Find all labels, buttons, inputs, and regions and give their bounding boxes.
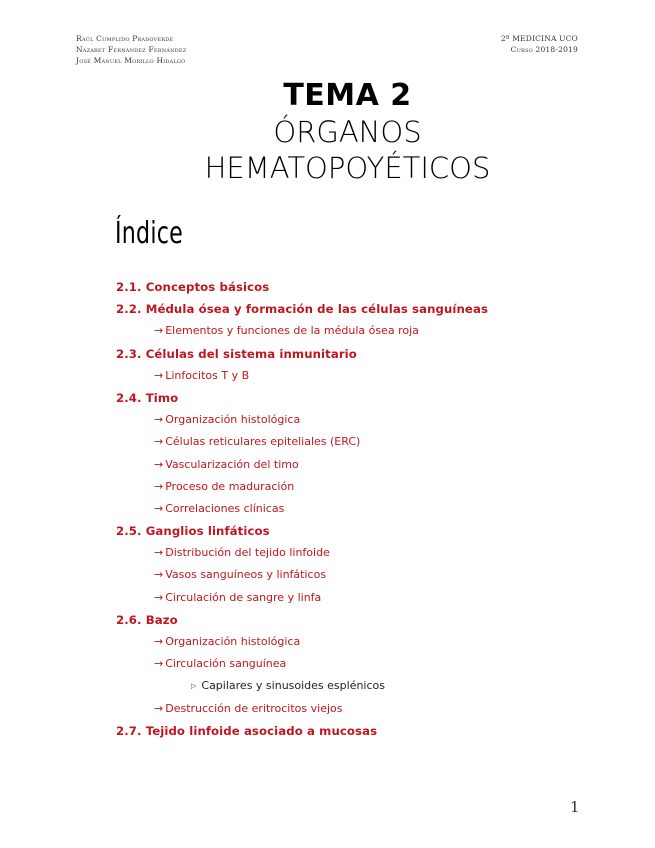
toc-entry-text: Capilares y sinusoides esplénicos bbox=[201, 679, 385, 693]
toc-entry-text: Circulación sanguínea bbox=[165, 657, 287, 671]
toc-subsection-link[interactable] bbox=[116, 698, 586, 720]
toc-subsubsection-link[interactable] bbox=[116, 675, 586, 697]
header-authors bbox=[76, 33, 186, 66]
toc-entry-text: 2.2. Médula ósea y formación de las células sanguíneas bbox=[116, 302, 488, 317]
toc-entry-text: Organización histológica bbox=[165, 413, 301, 427]
arrow-right-icon: → bbox=[154, 590, 164, 604]
toc-subsection-link[interactable] bbox=[116, 498, 586, 520]
toc-entry-text: Linfocitos T y B bbox=[165, 368, 250, 382]
course-line: Curso 2018-2019 bbox=[510, 45, 578, 54]
document-title bbox=[0, 78, 655, 186]
toc-section-link[interactable] bbox=[116, 720, 586, 742]
author-line: Nazaret Fernández Fernández bbox=[76, 45, 187, 54]
toc-section-link[interactable] bbox=[116, 520, 586, 542]
toc-entry-text: 2.4. Timo bbox=[116, 390, 179, 405]
toc-section-link[interactable] bbox=[116, 276, 586, 298]
toc-section-link[interactable] bbox=[116, 343, 586, 365]
toc-section-link[interactable] bbox=[116, 387, 586, 409]
toc-entry-text: 2.7. Tejido linfoide asociado a mucosas bbox=[116, 723, 378, 738]
table-of-contents bbox=[116, 276, 586, 742]
arrow-right-icon: → bbox=[154, 368, 164, 382]
toc-entry-text: Organización histológica bbox=[165, 635, 301, 648]
toc-subsection-link[interactable] bbox=[116, 653, 586, 675]
arrow-right-icon: → bbox=[154, 413, 164, 427]
triangle-bullet-icon: ▷ bbox=[191, 682, 197, 691]
toc-entry-text: Circulación de sangre y linfa bbox=[165, 590, 322, 604]
toc-entry-text: Elementos y funciones de la médula ósea roja bbox=[165, 324, 419, 338]
header-course bbox=[501, 33, 578, 55]
course-line: 2º MEDICINA UCO bbox=[500, 34, 578, 43]
page-number: 1 bbox=[570, 798, 580, 816]
toc-subsection-link[interactable] bbox=[116, 564, 586, 586]
author-line: José Manuel Morillo Hidalgo bbox=[76, 56, 186, 65]
toc-entry-text: Vascularización del timo bbox=[165, 457, 299, 471]
toc-subsection-link[interactable] bbox=[116, 476, 586, 498]
toc-entry-text: 2.3. Células del sistema inmunitario bbox=[116, 346, 357, 361]
arrow-right-icon: → bbox=[154, 324, 164, 338]
index-heading: Índice bbox=[115, 216, 184, 251]
title-main: TEMA 2 bbox=[283, 78, 412, 113]
toc-section-link[interactable] bbox=[116, 298, 586, 320]
toc-subsection-link[interactable] bbox=[116, 365, 586, 387]
arrow-right-icon: → bbox=[154, 435, 164, 449]
toc-subsection-link[interactable] bbox=[116, 587, 586, 609]
author-line: Raúl Cumplido Pradoverde bbox=[76, 34, 174, 43]
toc-subsection-link[interactable] bbox=[116, 454, 586, 476]
toc-entry-text: 2.1. Conceptos básicos bbox=[116, 280, 270, 294]
toc-entry-text: Proceso de maduración bbox=[165, 479, 295, 493]
toc-entry-text: Correlaciones clínicas bbox=[165, 501, 285, 515]
arrow-right-icon: → bbox=[154, 546, 164, 560]
arrow-right-icon: → bbox=[154, 479, 164, 493]
toc-entry-text: Distribución del tejido linfoide bbox=[165, 546, 330, 560]
arrow-right-icon: → bbox=[154, 657, 164, 671]
arrow-right-icon: → bbox=[154, 457, 164, 471]
arrow-right-icon: → bbox=[154, 635, 164, 648]
toc-subsection-link[interactable] bbox=[116, 631, 586, 653]
toc-entry-text: 2.6. Bazo bbox=[116, 612, 178, 627]
arrow-right-icon: → bbox=[154, 501, 164, 515]
toc-entry-text: Vasos sanguíneos y linfáticos bbox=[165, 568, 327, 582]
toc-entry-text: Destrucción de eritrocitos viejos bbox=[165, 701, 343, 715]
toc-subsection-link[interactable] bbox=[116, 431, 586, 453]
toc-subsection-link[interactable] bbox=[116, 320, 586, 342]
toc-section-link[interactable] bbox=[116, 609, 586, 631]
toc-subsection-link[interactable] bbox=[116, 542, 586, 564]
toc-subsection-link[interactable] bbox=[116, 409, 586, 431]
arrow-right-icon: → bbox=[154, 568, 164, 582]
title-line-2: HEMATOPOYÉTICOS bbox=[204, 151, 491, 185]
toc-entry-text: 2.5. Ganglios linfáticos bbox=[116, 524, 270, 539]
arrow-right-icon: → bbox=[154, 701, 164, 715]
title-line-1: ÓRGANOS bbox=[273, 115, 422, 149]
toc-entry-text: Células reticulares epiteliales (ERC) bbox=[165, 435, 361, 449]
